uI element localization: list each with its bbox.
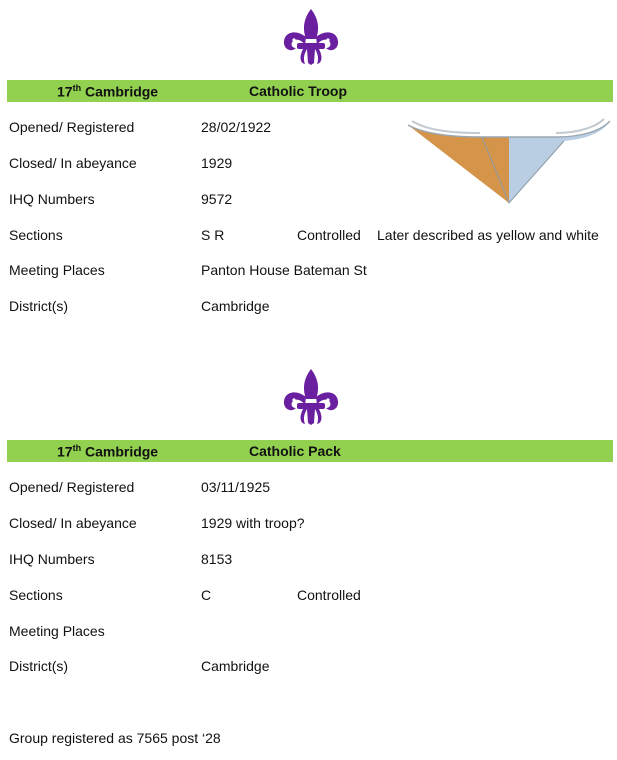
troop-ihq-label: IHQ Numbers: [9, 191, 95, 207]
pack-closed-label: Closed/ In abeyance: [9, 515, 137, 531]
pack-unit-title: Catholic Pack: [249, 443, 341, 459]
pack-sections-value: C: [201, 587, 212, 603]
troop-meeting-label: Meeting Places: [9, 262, 105, 278]
pack-group-name: 17th Cambridge: [57, 443, 159, 460]
pack-ihq-value: 8153: [201, 551, 233, 567]
pack-opened-label: Opened/ Registered: [9, 479, 135, 495]
troop-sections-label: Sections: [9, 227, 63, 243]
troop-group-name: 17th Cambridge: [57, 83, 159, 100]
neckerchief-icon: [406, 117, 612, 209]
troop-header-bar: [7, 80, 613, 102]
troop-sections-note: Later described as yellow and white: [377, 227, 599, 243]
fleur-de-lis-icon: [281, 7, 341, 67]
pack-district-label: District(s): [9, 658, 69, 674]
pack-ihq-label: IHQ Numbers: [9, 551, 95, 567]
troop-opened-value: 28/02/1922: [201, 119, 272, 135]
scout-fleur-de-lis-logo: [281, 7, 341, 67]
troop-sections-status: Controlled: [297, 227, 361, 243]
pack-sections-status: Controlled: [297, 587, 361, 603]
scout-fleur-de-lis-logo-2: [281, 367, 341, 427]
troop-meeting-value: Panton House Bateman St: [201, 262, 367, 278]
troop-scarf-image: [406, 117, 612, 209]
pack-meeting-label: Meeting Places: [9, 623, 105, 639]
pack-header-bar: [7, 440, 613, 462]
troop-opened-label: Opened/ Registered: [9, 119, 135, 135]
troop-closed-value: 1929: [201, 155, 233, 171]
pack-opened-value: 03/11/1925: [201, 479, 271, 495]
pack-closed-value: 1929 with troop?: [201, 515, 305, 531]
troop-sections-value: S R: [201, 227, 225, 243]
troop-district-value: Cambridge: [201, 298, 270, 314]
pack-sections-label: Sections: [9, 587, 63, 603]
troop-ihq-value: 9572: [201, 191, 233, 207]
group-registration-note: Group registered as 7565 post ‘28: [9, 730, 221, 746]
fleur-de-lis-icon: [281, 367, 341, 427]
troop-district-label: District(s): [9, 298, 69, 314]
troop-unit-title: Catholic Troop: [249, 83, 347, 99]
troop-closed-label: Closed/ In abeyance: [9, 155, 137, 171]
pack-district-value: Cambridge: [201, 658, 270, 674]
